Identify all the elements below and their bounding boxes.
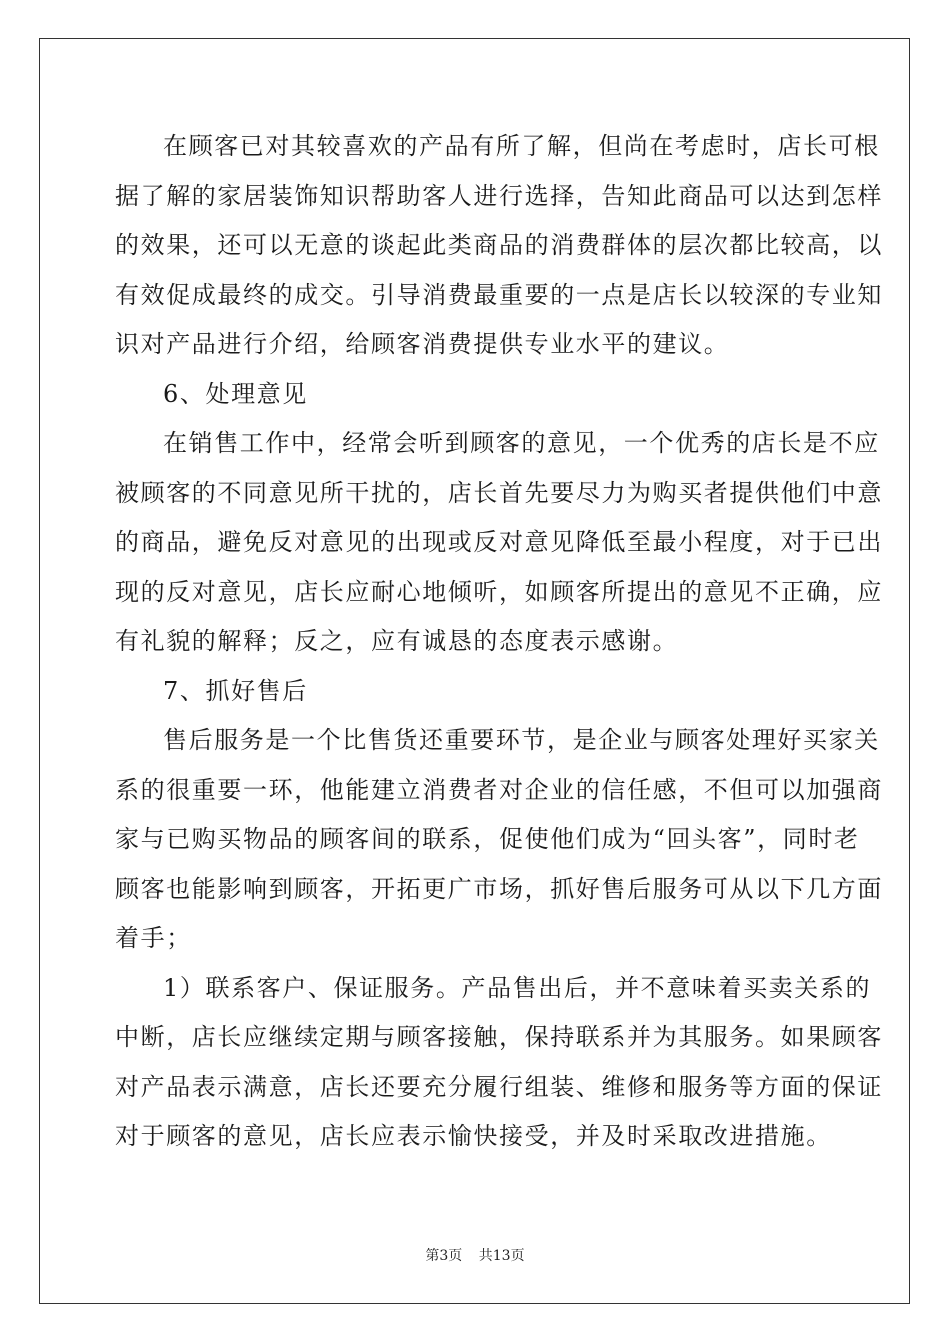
section-heading bbox=[115, 370, 837, 420]
text-line: 据了解的家居装饰知识帮助客人进行选择，告知此商品可以达到怎样 bbox=[115, 181, 883, 210]
text-line: 的商品，避免反对意见的出现或反对意见降低至最小程度，对于已出 bbox=[115, 528, 883, 556]
paragraph bbox=[115, 419, 883, 667]
section-heading bbox=[115, 667, 837, 717]
text-line: 售后服务是一个比售货还重要环节，是企业与顾客处理好买家关 bbox=[163, 726, 880, 754]
document-body bbox=[115, 122, 883, 1162]
text-line: 对产品表示满意，店长还要充分履行组装、维修和服务等方面的保证 bbox=[115, 1072, 883, 1101]
text-line: 在顾客已对其较喜欢的产品有所了解，但尚在考虑时，店长可根 bbox=[163, 132, 880, 160]
text-line: 的效果，还可以无意的谈起此类商品的消费群体的层次都比较高，以 bbox=[115, 231, 883, 259]
text-line: 1）联系客户、保证服务。产品售出后，并不意味着买卖关系的 bbox=[163, 973, 872, 1002]
text-line: 对于顾客的意见，店长应表示愉快接受，并及时采取改进措施。 bbox=[115, 1122, 832, 1150]
text-line: 有礼貌的解释；反之，应有诚恳的态度表示感谢。 bbox=[115, 627, 679, 655]
section-heading-text: 6、处理意见 bbox=[163, 379, 308, 408]
text-line: 识对产品进行介绍，给顾客消费提供专业水平的建议。 bbox=[115, 330, 730, 358]
text-line: 着手； bbox=[115, 924, 192, 952]
text-line: 有效促成最终的成交。引导消费最重要的一点是店长以较深的专业知 bbox=[115, 280, 883, 309]
paragraph bbox=[115, 964, 883, 1162]
text-line: 现的反对意见，店长应耐心地倾听，如顾客所提出的意见不正确，应 bbox=[115, 577, 883, 606]
text-line: 中断，店长应继续定期与顾客接触，保持联系并为其服务。如果顾客 bbox=[115, 1023, 883, 1051]
page-footer bbox=[0, 1245, 950, 1265]
text-line: 家与已购买物品的顾客间的联系，促使他们成为“回头客”，同时老 bbox=[115, 825, 860, 853]
total-pages: 共13页 bbox=[478, 1248, 525, 1264]
text-line: 系的很重要一环，他能建立消费者对企业的信任感，不但可以加强商 bbox=[115, 775, 883, 804]
text-line: 顾客也能影响到顾客，开拓更广市场，抓好售后服务可从以下几方面 bbox=[115, 874, 883, 903]
paragraph bbox=[115, 122, 883, 370]
text-line: 被顾客的不同意见所干扰的，店长首先要尽力为购买者提供他们中意 bbox=[115, 478, 883, 507]
paragraph bbox=[115, 716, 883, 964]
page-number: 第3页 bbox=[425, 1248, 463, 1264]
section-heading-text: 7、抓好售后 bbox=[163, 676, 308, 705]
text-line: 在销售工作中，经常会听到顾客的意见，一个优秀的店长是不应 bbox=[163, 429, 880, 457]
